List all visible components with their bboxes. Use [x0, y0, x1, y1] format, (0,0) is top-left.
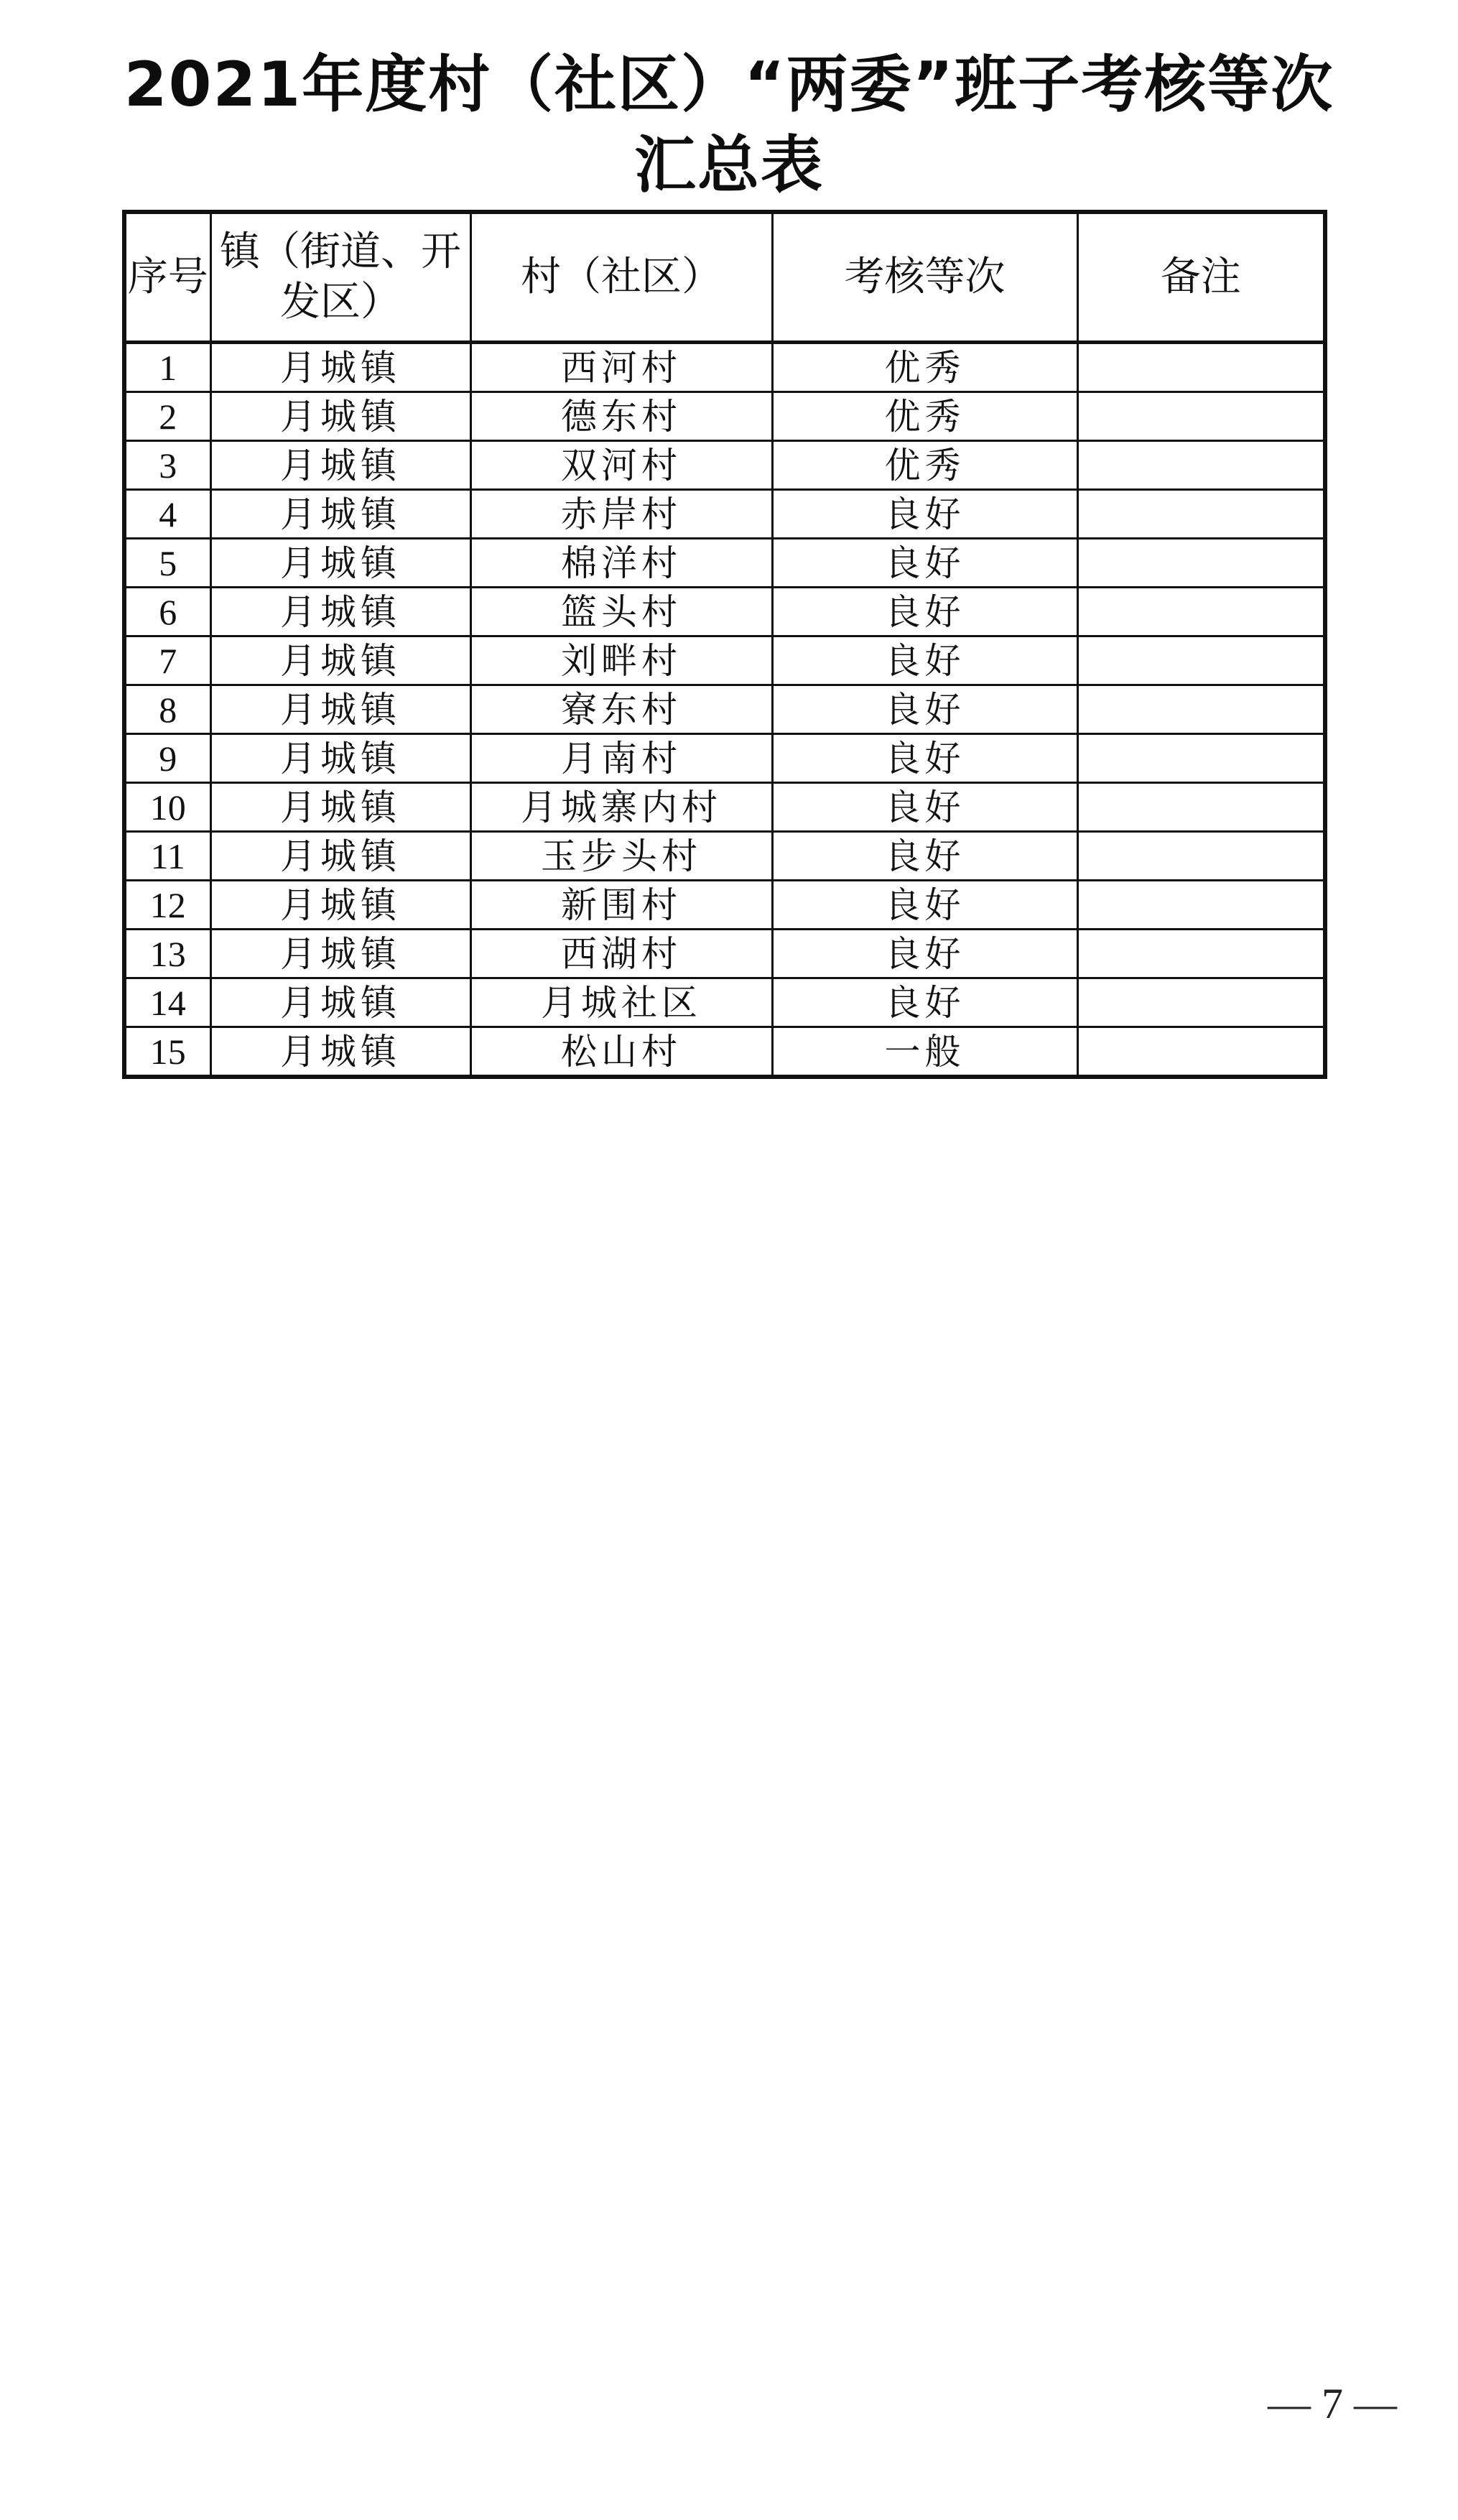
cell-grade: 优秀	[772, 343, 1077, 392]
cell-remark	[1077, 881, 1325, 930]
cell-grade: 优秀	[772, 392, 1077, 441]
cell-grade: 良好	[772, 783, 1077, 832]
table-row	[124, 539, 1325, 588]
cell-remark	[1077, 392, 1325, 441]
cell-town: 月城镇	[210, 441, 470, 490]
cell-village: 寮东村	[470, 685, 772, 734]
cell-index: 8	[124, 685, 210, 734]
table-row	[124, 490, 1325, 539]
cell-index: 15	[124, 1027, 210, 1078]
header-town: 镇（街道、开发区）	[210, 212, 470, 343]
header-index: 序号	[124, 212, 210, 343]
cell-town: 月城镇	[210, 588, 470, 636]
table-row	[124, 588, 1325, 636]
cell-index: 13	[124, 930, 210, 978]
cell-remark	[1077, 588, 1325, 636]
cell-index: 10	[124, 783, 210, 832]
table-row	[124, 881, 1325, 930]
cell-index: 7	[124, 636, 210, 685]
cell-grade: 良好	[772, 734, 1077, 783]
cell-village: 松山村	[470, 1027, 772, 1078]
document-title: 2021年度村（社区）“两委”班子考核等次	[124, 49, 1334, 121]
cell-grade: 良好	[772, 588, 1077, 636]
table-row	[124, 832, 1325, 881]
table-row	[124, 1027, 1325, 1078]
cell-town: 月城镇	[210, 1027, 470, 1078]
table-body	[124, 343, 1325, 1078]
cell-remark	[1077, 783, 1325, 832]
cell-town: 月城镇	[210, 832, 470, 881]
cell-village: 玉步头村	[470, 832, 772, 881]
cell-village: 双河村	[470, 441, 772, 490]
cell-grade: 良好	[772, 832, 1077, 881]
cell-town: 月城镇	[210, 783, 470, 832]
cell-town: 月城镇	[210, 490, 470, 539]
cell-grade: 一般	[772, 1027, 1077, 1078]
cell-remark	[1077, 539, 1325, 588]
cell-town: 月城镇	[210, 881, 470, 930]
page-number: — 7 —	[1268, 2380, 1397, 2427]
cell-village: 篮头村	[470, 588, 772, 636]
cell-village: 新围村	[470, 881, 772, 930]
cell-remark	[1077, 441, 1325, 490]
cell-village: 刘畔村	[470, 636, 772, 685]
cell-remark	[1077, 978, 1325, 1027]
cell-village: 月南村	[470, 734, 772, 783]
cell-index: 11	[124, 832, 210, 881]
cell-grade: 良好	[772, 490, 1077, 539]
cell-remark	[1077, 343, 1325, 392]
cell-town: 月城镇	[210, 734, 470, 783]
header-remark: 备注	[1077, 212, 1325, 343]
cell-remark	[1077, 1027, 1325, 1078]
cell-town: 月城镇	[210, 978, 470, 1027]
cell-index: 14	[124, 978, 210, 1027]
assessment-summary-table	[122, 210, 1327, 1079]
cell-index: 4	[124, 490, 210, 539]
cell-village: 赤岸村	[470, 490, 772, 539]
header-grade: 考核等次	[772, 212, 1077, 343]
cell-remark	[1077, 490, 1325, 539]
cell-grade: 良好	[772, 685, 1077, 734]
cell-remark	[1077, 685, 1325, 734]
table-row	[124, 783, 1325, 832]
cell-town: 月城镇	[210, 392, 470, 441]
cell-village: 西湖村	[470, 930, 772, 978]
table-row	[124, 734, 1325, 783]
table-row	[124, 930, 1325, 978]
cell-grade: 良好	[772, 881, 1077, 930]
cell-village: 棉洋村	[470, 539, 772, 588]
cell-grade: 良好	[772, 636, 1077, 685]
table-row	[124, 343, 1325, 392]
cell-grade: 良好	[772, 539, 1077, 588]
cell-remark	[1077, 832, 1325, 881]
cell-index: 12	[124, 881, 210, 930]
cell-grade: 良好	[772, 978, 1077, 1027]
table-row	[124, 978, 1325, 1027]
header-row	[124, 212, 1325, 343]
cell-town: 月城镇	[210, 636, 470, 685]
table-row	[124, 441, 1325, 490]
cell-grade: 良好	[772, 930, 1077, 978]
cell-village: 德东村	[470, 392, 772, 441]
table-row	[124, 392, 1325, 441]
cell-village: 西河村	[470, 343, 772, 392]
cell-town: 月城镇	[210, 539, 470, 588]
cell-town: 月城镇	[210, 930, 470, 978]
cell-grade: 优秀	[772, 441, 1077, 490]
cell-index: 1	[124, 343, 210, 392]
cell-remark	[1077, 636, 1325, 685]
cell-village: 月城社区	[470, 978, 772, 1027]
table-header	[124, 212, 1325, 343]
cell-index: 6	[124, 588, 210, 636]
cell-village: 月城寨内村	[470, 783, 772, 832]
table-row	[124, 636, 1325, 685]
cell-index: 3	[124, 441, 210, 490]
cell-index: 9	[124, 734, 210, 783]
cell-remark	[1077, 930, 1325, 978]
cell-town: 月城镇	[210, 343, 470, 392]
cell-index: 2	[124, 392, 210, 441]
cell-town: 月城镇	[210, 685, 470, 734]
header-village: 村（社区）	[470, 212, 772, 343]
cell-remark	[1077, 734, 1325, 783]
table-row	[124, 685, 1325, 734]
cell-index: 5	[124, 539, 210, 588]
document-title-line2: 汇总表	[634, 129, 824, 201]
